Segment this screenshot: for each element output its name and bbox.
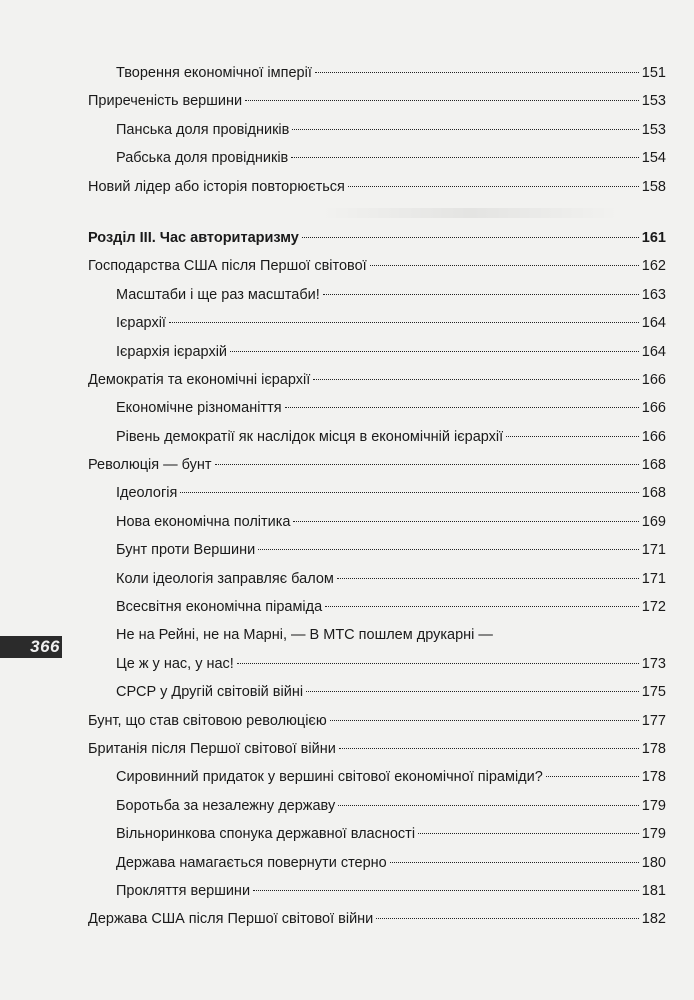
toc-entry-title: Розділ III. Час авторитаризму bbox=[88, 229, 299, 246]
toc-entry bbox=[88, 87, 666, 115]
toc-entry-page: 173 bbox=[641, 655, 666, 672]
toc-entry bbox=[88, 735, 666, 763]
toc-entry-page: 178 bbox=[641, 740, 666, 757]
dot-leader bbox=[180, 492, 638, 493]
dot-leader bbox=[291, 157, 639, 158]
toc-entry-title: Вільноринкова спонука державної власності bbox=[116, 826, 416, 843]
dot-leader bbox=[370, 265, 639, 266]
toc-entry-page: 172 bbox=[641, 599, 666, 616]
dot-leader bbox=[237, 663, 639, 664]
toc-entry bbox=[88, 173, 666, 201]
dot-leader bbox=[506, 436, 639, 437]
toc-entry-page: 163 bbox=[641, 286, 666, 303]
toc-entry-title: Революція — бунт bbox=[88, 457, 212, 474]
toc-entry-title: СРСР у Другій світовій війні bbox=[116, 684, 304, 701]
toc-entry bbox=[88, 707, 666, 735]
toc-entry-title: Панська доля провідників bbox=[116, 121, 290, 138]
toc-entry bbox=[88, 252, 666, 280]
dot-leader bbox=[376, 918, 639, 919]
toc-entry-page: 162 bbox=[641, 258, 666, 275]
toc-entry-page: 171 bbox=[641, 570, 666, 587]
toc-entry bbox=[88, 820, 666, 848]
dot-leader bbox=[169, 322, 639, 323]
toc-entry-title: Сировинний придаток у вершині світової економічної піраміди? bbox=[116, 769, 543, 786]
toc-entry-title: Масштаби і ще раз масштаби! bbox=[116, 286, 320, 303]
toc-entry-page: 153 bbox=[641, 121, 666, 138]
toc-entry-title: Творення економічної імперії bbox=[116, 65, 312, 81]
toc-entry-title: Всесвітня економічна піраміда bbox=[116, 599, 323, 616]
toc-entry-title: Британія після Першої світової війни bbox=[88, 740, 336, 757]
toc-entry bbox=[88, 905, 666, 933]
toc-entry-page: 168 bbox=[641, 457, 666, 474]
toc-entry bbox=[88, 877, 666, 905]
toc-entry-title: Демократія та економічні ієрархії bbox=[88, 371, 311, 388]
dot-leader bbox=[258, 549, 639, 550]
dot-leader bbox=[337, 578, 639, 579]
toc-entry-page: 161 bbox=[641, 229, 666, 246]
toc-entry bbox=[88, 650, 666, 678]
toc-entry bbox=[88, 451, 666, 479]
toc-entry-page: 182 bbox=[641, 911, 666, 928]
toc-entry-title: Бунт, що став світовою революцією bbox=[88, 712, 327, 729]
toc-entry-title: Це ж у нас, у нас! bbox=[116, 655, 234, 672]
toc-entry-page: 169 bbox=[641, 513, 666, 530]
toc-entry-title: Економічне різноманіття bbox=[116, 400, 282, 417]
dot-leader bbox=[306, 691, 639, 692]
dot-leader bbox=[330, 720, 639, 721]
toc-entry-page: 154 bbox=[641, 150, 666, 167]
toc-entry-page: 177 bbox=[641, 712, 666, 729]
toc-entry-page: 171 bbox=[641, 542, 666, 559]
toc-entry bbox=[88, 338, 666, 366]
dot-leader bbox=[339, 748, 639, 749]
page-number-tab: 366 bbox=[0, 636, 62, 658]
dot-leader bbox=[293, 521, 638, 522]
toc-entry-title: Приреченість вершини bbox=[88, 93, 243, 110]
dot-leader bbox=[348, 186, 639, 187]
toc-entry-title: Боротьба за незалежну державу bbox=[116, 797, 336, 814]
toc-entry bbox=[88, 763, 666, 791]
toc-entry bbox=[88, 144, 666, 172]
dot-leader bbox=[338, 805, 639, 806]
toc-entry-page: 166 bbox=[641, 400, 666, 417]
toc-entry bbox=[88, 536, 666, 564]
toc-entry-title: Прокляття вершини bbox=[116, 882, 251, 899]
toc-entry-page: 166 bbox=[641, 428, 666, 445]
toc-entry bbox=[88, 621, 666, 649]
dot-leader bbox=[215, 464, 639, 465]
dot-leader bbox=[230, 351, 639, 352]
dot-leader bbox=[313, 379, 639, 380]
table-of-contents bbox=[88, 59, 666, 934]
dot-leader bbox=[302, 237, 639, 238]
toc-section-heading bbox=[88, 224, 666, 252]
dot-leader bbox=[418, 833, 639, 834]
toc-entry-page: 151 bbox=[641, 65, 666, 81]
toc-entry-title: Бунт проти Вершини bbox=[116, 542, 256, 559]
toc-entry bbox=[88, 423, 666, 451]
toc-entry-title: Ієрархії bbox=[116, 315, 166, 332]
toc-entry bbox=[88, 593, 666, 621]
dot-leader bbox=[315, 72, 639, 73]
dot-leader bbox=[325, 606, 639, 607]
toc-entry-page: 178 bbox=[641, 769, 666, 786]
toc-entry-page: 166 bbox=[641, 371, 666, 388]
toc-entry-page: 179 bbox=[641, 797, 666, 814]
toc-entry bbox=[88, 479, 666, 507]
toc-entry-page: 153 bbox=[641, 93, 666, 110]
toc-entry-page: 168 bbox=[641, 485, 666, 502]
toc-entry-title: Держава США після Першої світової війни bbox=[88, 911, 374, 928]
toc-entry-page: 180 bbox=[641, 854, 666, 871]
toc-entry-title: Рабська доля провідників bbox=[116, 150, 289, 167]
toc-entry bbox=[88, 849, 666, 877]
toc-entry-page: 164 bbox=[641, 315, 666, 332]
toc-entry-page: 175 bbox=[641, 684, 666, 701]
dot-leader bbox=[285, 407, 639, 408]
toc-entry bbox=[88, 281, 666, 309]
toc-entry-page: 158 bbox=[641, 178, 666, 195]
dot-leader bbox=[245, 100, 639, 101]
toc-entry bbox=[88, 678, 666, 706]
toc-entry-title: Держава намагається повернути стерно bbox=[116, 854, 387, 871]
toc-entry bbox=[88, 792, 666, 820]
toc-entry-title: Новий лідер або історія повторюється bbox=[88, 178, 345, 195]
toc-entry-title: Рівень демократії як наслідок місця в економічній ієрархії bbox=[116, 428, 504, 445]
toc-entry bbox=[88, 565, 666, 593]
dot-leader bbox=[253, 890, 639, 891]
toc-entry-title: Коли ідеологія заправляє балом bbox=[116, 570, 334, 587]
toc-entry-page: 179 bbox=[641, 826, 666, 843]
dot-leader bbox=[323, 294, 639, 295]
toc-entry-title: Не на Рейні, не на Марні, — В МТС пошлем друкарні — bbox=[116, 627, 493, 644]
toc-entry bbox=[88, 116, 666, 144]
toc-entry-page: 164 bbox=[641, 343, 666, 360]
toc-entry bbox=[88, 508, 666, 536]
toc-entry-title: Ідеологія bbox=[116, 485, 178, 502]
toc-entry bbox=[88, 366, 666, 394]
dot-leader bbox=[546, 776, 639, 777]
toc-entry-page: 181 bbox=[641, 882, 666, 899]
dot-leader bbox=[390, 862, 639, 863]
dot-leader bbox=[292, 129, 638, 130]
toc-entry bbox=[88, 309, 666, 337]
toc-entry bbox=[88, 394, 666, 422]
toc-entry-title: Ієрархія ієрархій bbox=[116, 343, 228, 360]
toc-entry-title: Господарства США після Першої світової bbox=[88, 258, 367, 275]
toc-entry bbox=[88, 59, 666, 87]
toc-entry-title: Нова економічна політика bbox=[116, 513, 291, 530]
